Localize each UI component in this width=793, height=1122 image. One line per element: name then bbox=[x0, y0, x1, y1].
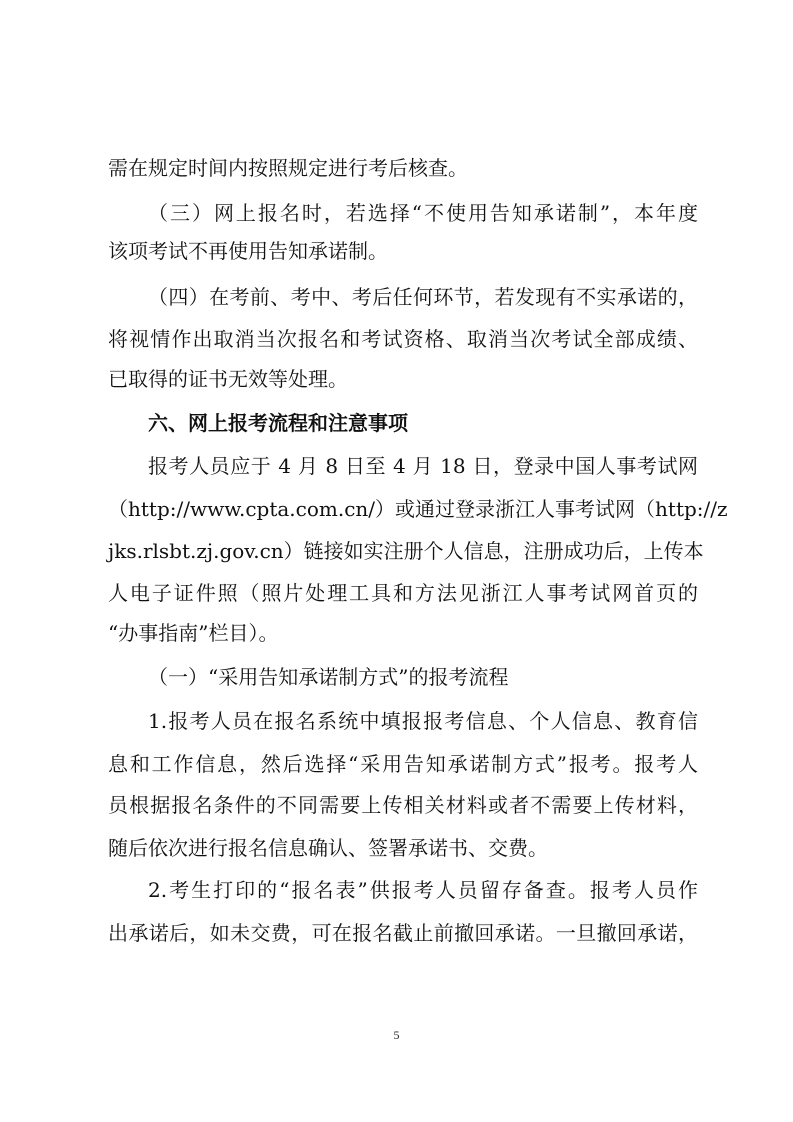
text-line: 出承诺后，如未交费，可在报名截止前撤回承诺。一旦撤回承诺， bbox=[108, 921, 698, 945]
text-line: 该项考试不再使用告知承诺制。 bbox=[108, 239, 388, 263]
text-line: 随后依次进行报名信息确认、签署承诺书、交费。 bbox=[108, 836, 548, 860]
text-line: 人电子证件照（照片处理工具和方法见浙江人事考试网首页的 bbox=[108, 581, 698, 605]
text-line: 息和工作信息，然后选择“采用告知承诺制方式”报考。报考人 bbox=[108, 752, 698, 776]
text-line: 将视情作出取消当次报名和考试资格、取消当次考试全部成绩、 bbox=[108, 327, 698, 351]
page-number: 5 bbox=[393, 1028, 400, 1042]
text-line: （三）网上报名时，若选择“不使用告知承诺制”，本年度 bbox=[148, 201, 698, 225]
text-line: 1.报考人员在报名系统中填报报考信息、个人信息、教育信 bbox=[148, 709, 698, 733]
text-line: （http://www.cpta.com.cn/）或通过登录浙江人事考试网（http://z bbox=[108, 497, 728, 521]
text-line: 报考人员应于 4 月 8 日至 4 月 18 日，登录中国人事考试网 bbox=[148, 454, 698, 478]
text-line: 员根据报名条件的不同需要上传相关材料或者不需要上传材料， bbox=[108, 793, 698, 817]
text-line: jks.rlsbt.zj.gov.cn）链接如实注册个人信息，注册成功后，上传本 bbox=[108, 539, 704, 563]
text-line: 2.考生打印的“报名表”供报考人员留存备查。报考人员作 bbox=[148, 878, 698, 902]
text-line: （四）在考前、考中、考后任何环节，若发现有不实承诺的， bbox=[148, 285, 698, 309]
section-heading: 六、网上报考流程和注意事项 bbox=[148, 411, 408, 435]
text-line: “办事指南”栏目）。 bbox=[108, 621, 279, 645]
subsection-heading: （一）“采用告知承诺制方式”的报考流程 bbox=[148, 665, 509, 689]
text-line: 需在规定时间内按照规定进行考后核查。 bbox=[108, 156, 468, 180]
text-line: 已取得的证书无效等处理。 bbox=[108, 367, 348, 391]
